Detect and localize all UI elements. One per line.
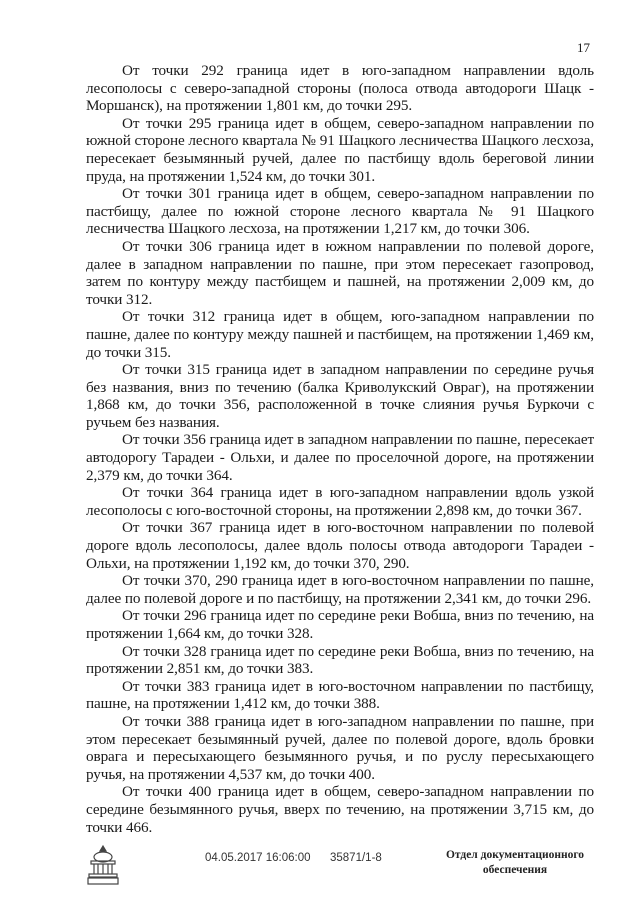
page-number: 17	[577, 40, 590, 55]
document-footer	[0, 840, 640, 900]
paragraph: От точки 400 граница идет в общем, северо-западном направлении по середине безымянного ручья, вверх по течению, на протяжении 3,715 км, до точки 466.	[86, 783, 594, 836]
paragraph: От точки 306 граница идет в южном направлении по полевой дороге, далее в западном направлении по пашне, при этом пересекает газопровод, затем по контуру между пастбищем и пашней, на протяжении 2,009 км, до точки 312.	[86, 237, 594, 308]
department-line-1: Отдел документационного	[445, 849, 585, 861]
paragraph: От точки 328 граница идет по середине реки Вобша, вниз по течению, на протяжении 2,851 км, до точки 383.	[86, 642, 594, 678]
paragraph: От точки 295 граница идет в общем, северо-западном направлении по южной стороне лесного квартала № 91 Шацкого лесничества Шацкого лесхоза, пересекает безымянный ручей, далее по пастбищу вдоль береговой линии пруда, на протяжении 1,524 км, до точки 301.	[86, 114, 594, 185]
paragraph: От точки 301 граница идет в общем, северо-западном направлении по пастбищу, далее по южной стороне лесного квартала № 91 Шацкого лесничества Шацкого лесхоза, на протяжении 1,217 км, до точки 306.	[86, 185, 594, 238]
duma-seal-icon	[86, 842, 120, 886]
department-stamp	[440, 848, 590, 878]
paragraph: От точки 292 граница идет в юго-западном направлении вдоль лесополосы с северо-западной стороны (полоса отвода автодороги Шацк - Моршанск), на протяжении 1,801 км, до точки 295.	[86, 62, 594, 115]
stamp-document-number: 35871/1-8	[330, 852, 382, 864]
paragraph: От точки 296 граница идет по середине реки Вобша, вниз по течению, на протяжении 1,664 км, до точки 328.	[86, 607, 594, 642]
paragraph: От точки 388 граница идет в юго-западном направлении по пашне, при этом пересекает безымянный ручей, далее по полевой дороге, вдоль бровки оврага и пересыхающего безымянного ручья, и по руслу пересыхающего ручья, на протяжении 4,537 км, до точки 400.	[86, 712, 594, 783]
stamp-date: 04.05.2017 16:06:00	[205, 852, 311, 864]
paragraph: От точки 367 граница идет в юго-восточном направлении по полевой дороге вдоль лесополосы, далее вдоль полосы отвода автодороги Тарадеи - Ольхи, на протяжении 1,192 км, до точки 370, 290.	[86, 519, 594, 572]
paragraph: От точки 356 граница идет в западном направлении по пашне, пересекает автодорогу Тарадеи - Ольхи, и далее по проселочной дороге, на протяжении 2,379 км, до точки 364.	[86, 431, 594, 484]
paragraph: От точки 370, 290 граница идет в юго-восточном направлении по пашне, далее по полевой дороге и по пастбищу, на протяжении 2,341 км, до точки 296.	[86, 572, 594, 607]
department-line-2: обеспечения	[482, 864, 548, 876]
paragraph: От точки 312 граница идет в общем, юго-западном направлении по пашне, далее по контуру между пашней и пастбищем, на протяжении 1,469 км, до точки 315.	[86, 308, 594, 361]
paragraph: От точки 364 граница идет в юго-западном направлении вдоль узкой лесополосы с юго-восточной стороны, на протяжении 2,898 км, до точки 367.	[86, 484, 594, 519]
paragraph: От точки 383 граница идет в юго-восточном направлении по пастбищу, пашне, на протяжении 1,412 км, до точки 388.	[86, 677, 594, 713]
document-body	[86, 62, 594, 836]
paragraph: От точки 315 граница идет в западном направлении по середине ручья без названия, вниз по течению (балка Криволукский Овраг), на протяжении 1,868 км, до точки 356, расположенной в точке слияния ручья Буркочи с ручьем без названия.	[86, 361, 594, 431]
